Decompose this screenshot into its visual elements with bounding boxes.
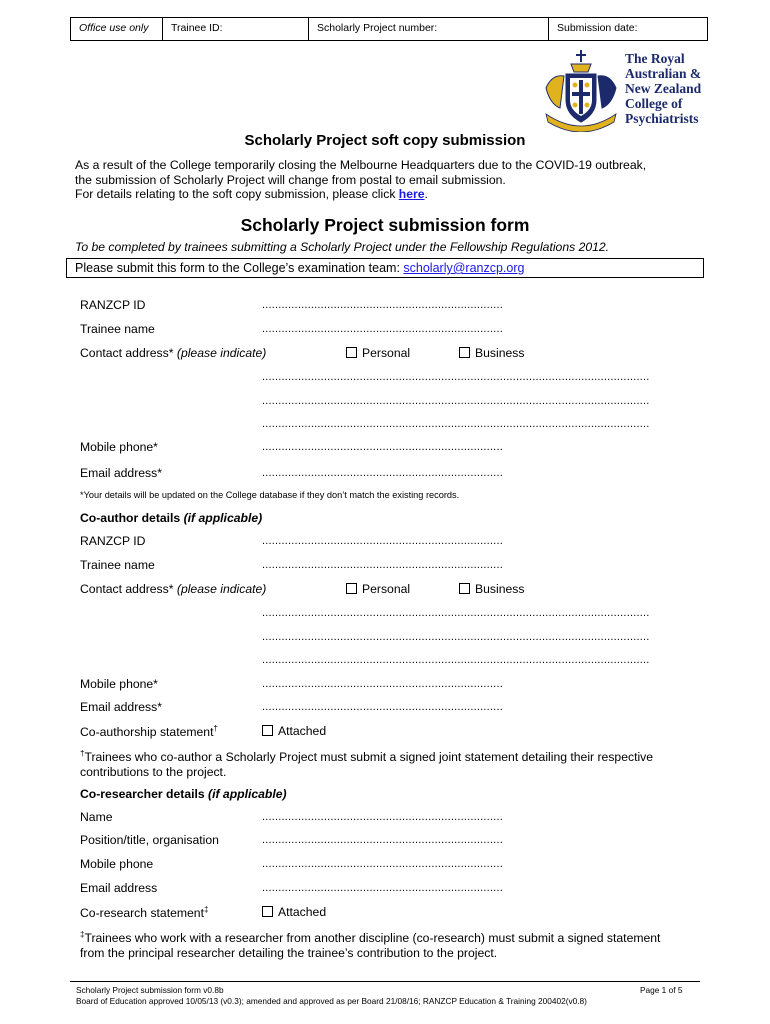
coauthor-email-field[interactable]: ..........................................................................: [262, 701, 503, 713]
address-line-1[interactable]: .......................................................................................................................: [262, 371, 650, 383]
trainee-name-label: Trainee name: [80, 322, 155, 336]
coresearcher-email-label: Email address: [80, 881, 158, 895]
email-link[interactable]: scholarly@ranzcp.org: [403, 261, 525, 275]
coauthor-address-label: Contact address* (please indicate): [80, 582, 267, 596]
coresearcher-note: ‡Trainees who work with a researcher from another discipline (co-research) must submit a signed statement from the principal researcher detailing the trainee’s contribution to the project.: [80, 930, 661, 960]
coauthor-personal-checkbox[interactable]: Personal: [346, 582, 410, 596]
checkbox-icon: [262, 725, 273, 736]
coauthor-name-field[interactable]: ..........................................................................: [262, 559, 503, 571]
submit-instructions: Please submit this form to the College’s examination team: scholarly@ranzcp.org: [66, 258, 704, 278]
ranzcp-id-label: RANZCP ID: [80, 298, 146, 312]
office-use-label: Office use only: [71, 18, 163, 40]
form-subtitle: To be completed by trainees submitting a Scholarly Project under the Fellowship Regulations 2012.: [75, 240, 610, 254]
coauthor-address-line-1[interactable]: .......................................................................................................................: [262, 607, 650, 619]
coauthor-heading: Co-author details (if applicable): [80, 511, 263, 525]
coauthor-mobile-label: Mobile phone*: [80, 677, 158, 691]
coauthor-mobile-field[interactable]: ..........................................................................: [262, 678, 503, 690]
checkbox-icon: [346, 583, 357, 594]
email-label: Email address*: [80, 466, 162, 480]
mobile-field[interactable]: ..........................................................................: [262, 441, 503, 453]
footer-version: Scholarly Project submission form v0.8b Board of Education approved 10/05/13 (v0.3); amended and approved as per Board 21/08/16; RANZCP Education & Training 200402(v0.8): [76, 985, 587, 1006]
coauthor-email-label: Email address*: [80, 700, 162, 714]
coresearcher-mobile-field[interactable]: ..........................................................................: [262, 858, 503, 870]
coresearcher-email-field[interactable]: ..........................................................................: [262, 882, 503, 894]
soft-copy-title: Scholarly Project soft copy submission: [244, 132, 526, 149]
email-field[interactable]: ..........................................................................: [262, 467, 503, 479]
checkbox-icon: [459, 347, 470, 358]
coresearcher-position-label: Position/title, organisation: [80, 833, 219, 847]
mobile-label: Mobile phone*: [80, 440, 158, 454]
coresearcher-heading: Co-researcher details (if applicable): [80, 787, 287, 801]
checkbox-icon: [262, 906, 273, 917]
coauthor-address-line-3[interactable]: .......................................................................................................................: [262, 654, 650, 666]
checkbox-icon: [346, 347, 357, 358]
coauthor-address-line-2[interactable]: .......................................................................................................................: [262, 631, 650, 643]
coauthorship-attached-checkbox[interactable]: Attached: [262, 724, 326, 738]
soft-copy-intro: As a result of the College temporarily closing the Melbourne Headquarters due to the COVID-19 outbreak, the submission of Scholarly Project will change from postal to email submission. For details relating to the soft copy submission, please click here.: [75, 158, 647, 201]
coresearcher-mobile-label: Mobile phone: [80, 857, 154, 871]
college-name-logo: The Royal Australian & New Zealand College of Psychiatrists: [625, 51, 702, 126]
coauthor-business-checkbox[interactable]: Business: [459, 582, 524, 596]
form-title: Scholarly Project submission form: [240, 215, 530, 235]
trainee-note: *Your details will be updated on the College database if they don’t match the existing records.: [80, 490, 460, 500]
project-number-field[interactable]: Scholarly Project number:: [309, 18, 549, 40]
personal-checkbox[interactable]: Personal: [346, 346, 410, 360]
coauthor-ranzcp-id-label: RANZCP ID: [80, 534, 146, 548]
coauthor-ranzcp-id-field[interactable]: ..........................................................................: [262, 535, 503, 547]
coresearcher-name-field[interactable]: ..........................................................................: [262, 811, 503, 823]
ranzcp-id-field[interactable]: ..........................................................................: [262, 299, 503, 311]
submission-date-field[interactable]: Submission date:: [557, 22, 638, 34]
coauthor-name-label: Trainee name: [80, 558, 155, 572]
footer-divider: [70, 981, 700, 982]
business-checkbox[interactable]: Business: [459, 346, 524, 360]
coresearcher-position-field[interactable]: ..........................................................................: [262, 834, 503, 846]
coauthorship-statement-label: Co-authorship statement†: [80, 724, 218, 740]
page-number: Page 1 of 5: [640, 985, 683, 995]
checkbox-icon: [459, 583, 470, 594]
coresearcher-name-label: Name: [80, 810, 113, 824]
coresearch-attached-checkbox[interactable]: Attached: [262, 905, 326, 919]
here-link[interactable]: here: [398, 187, 425, 201]
office-use-table: [70, 17, 708, 41]
contact-address-label: Contact address* (please indicate): [80, 346, 267, 360]
trainee-id-field[interactable]: Trainee ID:: [163, 18, 309, 40]
address-line-2[interactable]: .......................................................................................................................: [262, 395, 650, 407]
coresearch-statement-label: Co-research statement‡: [80, 905, 209, 921]
coauthor-note: †Trainees who co-author a Scholarly Project must submit a signed joint statement detailing their respective contributions to the project.: [80, 749, 654, 779]
trainee-name-field[interactable]: ..........................................................................: [262, 323, 503, 335]
address-line-3[interactable]: .......................................................................................................................: [262, 418, 650, 430]
